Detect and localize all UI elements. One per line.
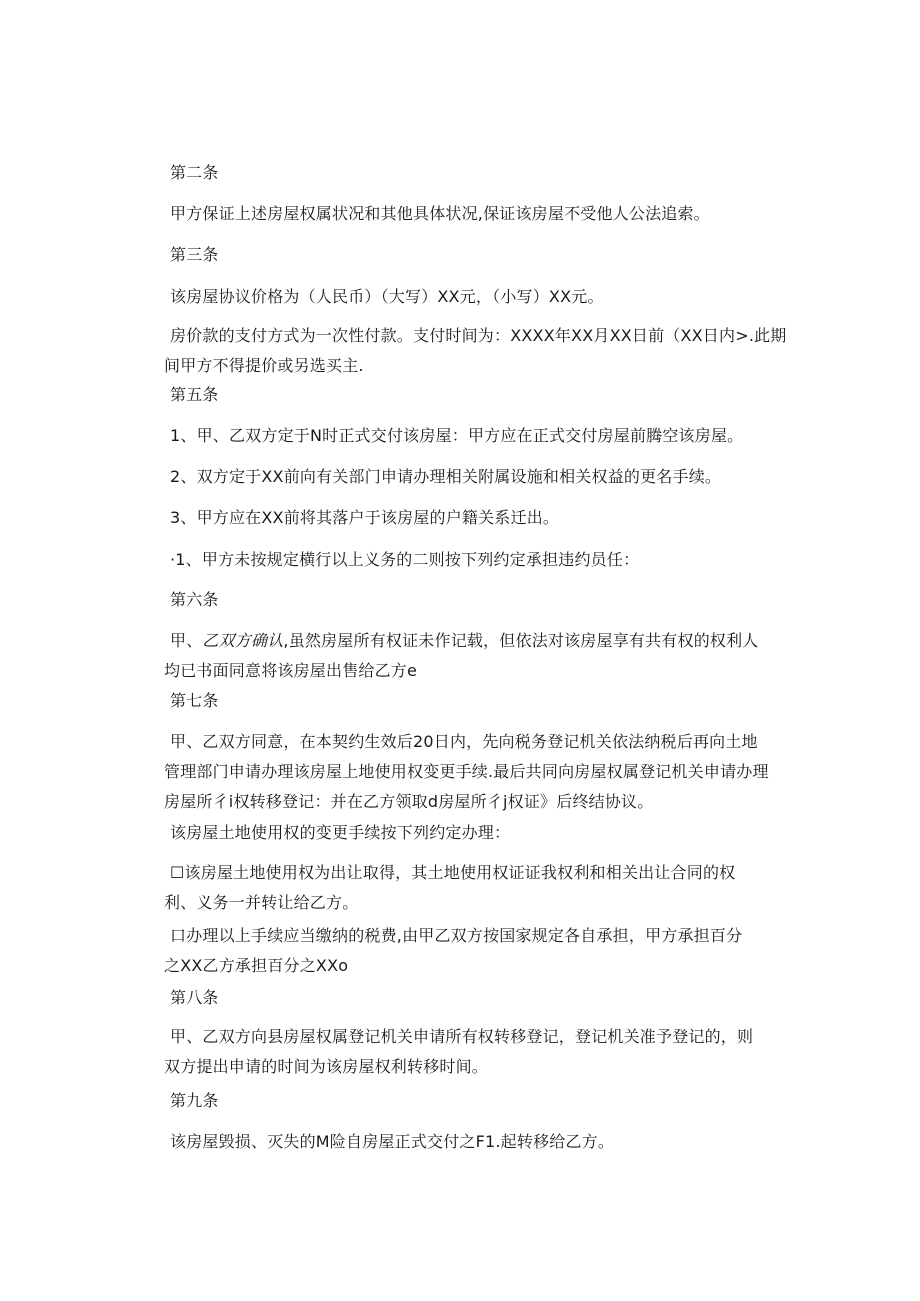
paragraph: [164, 626, 790, 686]
paragraph: [170, 421, 790, 451]
paragraph: [170, 282, 790, 312]
heading-text: 第三条: [170, 245, 219, 264]
paragraph-line: 甲、乙双方同意，在本契约生效后20日内，先向税务登记机关依法纳税后再向土地: [170, 732, 758, 751]
article-heading-8: [170, 983, 790, 1013]
paragraph-line: 间甲方不得提价或另选买主.: [164, 356, 364, 375]
article-heading-3: [170, 240, 790, 270]
heading-text: 第九条: [170, 1091, 219, 1110]
paragraph: [164, 1022, 790, 1082]
paragraph-line: 均已书面同意将该房屋出售给乙方e: [164, 661, 418, 680]
paragraph-line: ·1、甲方未按规定横行以上义务的二则按下列约定承担违约员任：: [170, 550, 640, 569]
paragraph-line: 房屋所彳i权转移登记：并在乙方领取d房屋所彳j权证》后终结协议。: [164, 792, 654, 811]
paragraph: [170, 503, 790, 533]
paragraph-line: 口办理以上手续应当缴纳的税费,由甲乙双方按国家规定各自承担，甲方承担百分: [170, 926, 743, 945]
heading-text: 第七条: [170, 691, 219, 710]
heading-text: 第八条: [170, 988, 219, 1007]
paragraph-line: 之XX乙方承担百分之XXo: [164, 956, 349, 975]
paragraph-line: 房价款的支付方式为一次性付款。支付时间为：XXXX年XX月XX日前（XX日内>.此期: [170, 326, 787, 345]
paragraph-line: 3、甲方应在XX前将其落户于该房屋的户籍关系迁出。: [170, 508, 560, 527]
paragraph: [164, 321, 790, 381]
paragraph: [170, 462, 790, 492]
paragraph-line: ☐该房屋土地使用权为出让取得，其土地使用权证证我权利和相关出让合同的权: [170, 863, 736, 882]
paragraph-line: 2、双方定于XX前向有关部门申请办理相关附属设施和相关权益的更名手续。: [170, 467, 722, 486]
article-heading-7: [170, 686, 790, 716]
article-heading-9: [170, 1086, 790, 1116]
paragraph: [164, 858, 790, 918]
paragraph: [170, 1127, 790, 1157]
heading-text: 第二条: [170, 163, 219, 182]
paragraph-line: 管理部门申请办理该房屋上地使用权变更手续.最后共同向房屋权属登记机关申请办理: [164, 762, 769, 781]
paragraph: [164, 727, 790, 817]
paragraph-line: 利、义务一并转让给乙方。: [164, 893, 359, 912]
italic-text-run: 乙双方确认: [202, 631, 284, 650]
article-heading-6: [170, 585, 790, 615]
text-run: 甲、: [170, 631, 203, 650]
paragraph: [170, 818, 790, 848]
article-heading-5: [170, 380, 790, 410]
heading-text: 第五条: [170, 385, 219, 404]
paragraph-line: [170, 626, 790, 656]
heading-text: 第六条: [170, 590, 219, 609]
paragraph: [164, 921, 790, 981]
paragraph: [170, 545, 790, 575]
text-run: ,虽然房屋所有权证未作记载，但依法对该房屋享有共有权的权利人: [283, 631, 759, 650]
article-heading-2: [170, 158, 790, 188]
paragraph-line: 双方提出申请的时间为该房屋权利转移时间。: [164, 1057, 489, 1076]
paragraph-line: 甲、乙双方向县房屋权属登记机关申请所有权转移登记，登记机关准予登记的，则: [170, 1027, 754, 1046]
paragraph-line: 甲方保证上述房屋权属状况和其他具体状况,保证该房屋不受他人公法追索。: [170, 204, 710, 223]
paragraph-line: 该房屋毁损、灭失的M险自房屋正式交付之F1.起转移给乙方。: [170, 1132, 615, 1151]
paragraph: [170, 199, 790, 229]
paragraph-line: 1、甲、乙双方定于N时正式交付该房屋：甲方应在正式交付房屋前腾空该房屋。: [170, 426, 744, 445]
paragraph-line: 该房屋协议价格为（人民币）（大写）XX元，（小写）XX元。: [170, 287, 604, 306]
paragraph-line: 该房屋土地使用权的变更手续按下列约定办理：: [170, 823, 511, 842]
